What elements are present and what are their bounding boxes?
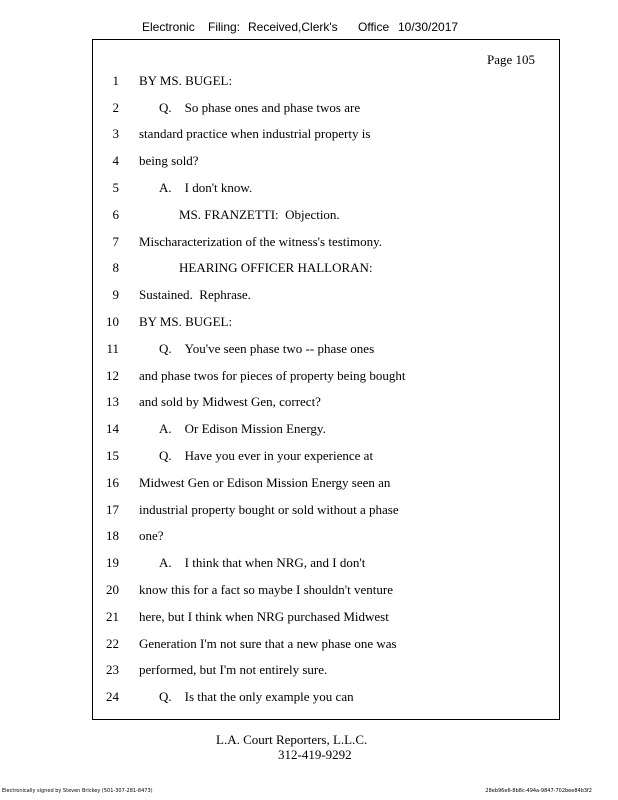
line-text: industrial property bought or sold without a phase [139,502,399,517]
line-number: 6 [112,207,119,222]
line-number: 19 [106,555,119,570]
line-number: 9 [112,287,119,302]
transcript-line [93,607,559,627]
line-text: one? [139,528,164,543]
header-office: Office [358,20,390,34]
transcript-line [93,687,559,707]
transcript-line [93,660,559,680]
transcript-line [93,232,559,252]
line-number: 13 [106,394,119,409]
header-received: Received,Clerk's [248,20,338,34]
transcript-line [93,553,559,573]
transcript-page [92,39,560,720]
line-text: BY MS. BUGEL: [139,73,233,88]
transcript-line [93,151,559,171]
filing-header [0,20,618,38]
transcript-line [93,258,559,278]
line-number: 12 [106,368,119,383]
line-number: 14 [106,421,119,436]
transcript-line [93,634,559,654]
document-hash: 28eb96e6-8b8c-494a-9847-702bee84b3f2 [485,788,592,794]
line-text: Midwest Gen or Edison Mission Energy seen an [139,475,391,490]
line-number: 15 [106,448,119,463]
line-text: here, but I think when NRG purchased Midwest [139,609,389,624]
line-text: Q. Is that the only example you can [159,689,354,704]
line-number: 16 [106,475,119,490]
line-text: A. Or Edison Mission Energy. [159,421,326,436]
line-number: 17 [106,502,119,517]
transcript-line [93,500,559,520]
transcript-line [93,205,559,225]
transcript-line [93,392,559,412]
header-date: 10/30/2017 [398,20,459,34]
line-number: 2 [112,100,119,115]
line-text: being sold? [139,153,199,168]
transcript-line [93,366,559,386]
transcript-line [93,419,559,439]
line-text: HEARING OFFICER HALLORAN: [179,260,373,275]
line-number: 10 [106,314,119,329]
line-number: 22 [106,636,119,651]
line-text: Q. So phase ones and phase twos are [159,100,361,115]
line-text: performed, but I'm not entirely sure. [139,662,328,677]
line-text: MS. FRANZETTI: Objection. [179,207,340,222]
transcript-line [93,339,559,359]
transcript-line [93,98,559,118]
line-text: and sold by Midwest Gen, correct? [139,394,321,409]
line-number: 5 [112,180,119,195]
line-number: 20 [106,582,119,597]
line-text: know this for a fact so maybe I shouldn't venture [139,582,393,597]
header-electronic: Electronic [142,20,195,34]
transcript-line [93,312,559,332]
line-text: and phase twos for pieces of property being bought [139,368,406,383]
transcript-line [93,580,559,600]
line-text: BY MS. BUGEL: [139,314,233,329]
line-number: 3 [112,126,119,141]
transcript-line [93,446,559,466]
line-number: 18 [106,528,119,543]
line-text: Q. Have you ever in your experience at [159,448,374,463]
line-text: Sustained. Rephrase. [139,287,251,302]
transcript-line [93,124,559,144]
transcript-line [93,473,559,493]
line-number: 7 [112,234,119,249]
line-number: 1 [112,73,119,88]
transcript-line [93,178,559,198]
line-number: 21 [106,609,119,624]
transcript-line [93,71,559,91]
line-number: 4 [112,153,119,168]
line-text: Q. You've seen phase two -- phase ones [159,341,375,356]
line-number: 24 [106,689,119,704]
line-text: A. I think that when NRG, and I don't [159,555,366,570]
transcript-line [93,285,559,305]
line-number: 23 [106,662,119,677]
line-text: A. I don't know. [159,180,253,195]
transcript-line [93,526,559,546]
line-text: Mischaracterization of the witness's testimony. [139,234,383,249]
signature-note: Electronically signed by Steven Brickey (501-307-281-8473) [2,788,153,794]
line-text: Generation I'm not sure that a new phase one was [139,636,397,651]
reporter-phone: 312-419-9292 [278,747,352,762]
reporter-company: L.A. Court Reporters, L.L.C. [216,732,368,747]
line-number: 8 [112,260,119,275]
header-filing: Filing: [208,20,241,34]
line-text: standard practice when industrial property is [139,126,371,141]
line-number: 11 [106,341,119,356]
page-number: Page 105 [486,52,535,67]
